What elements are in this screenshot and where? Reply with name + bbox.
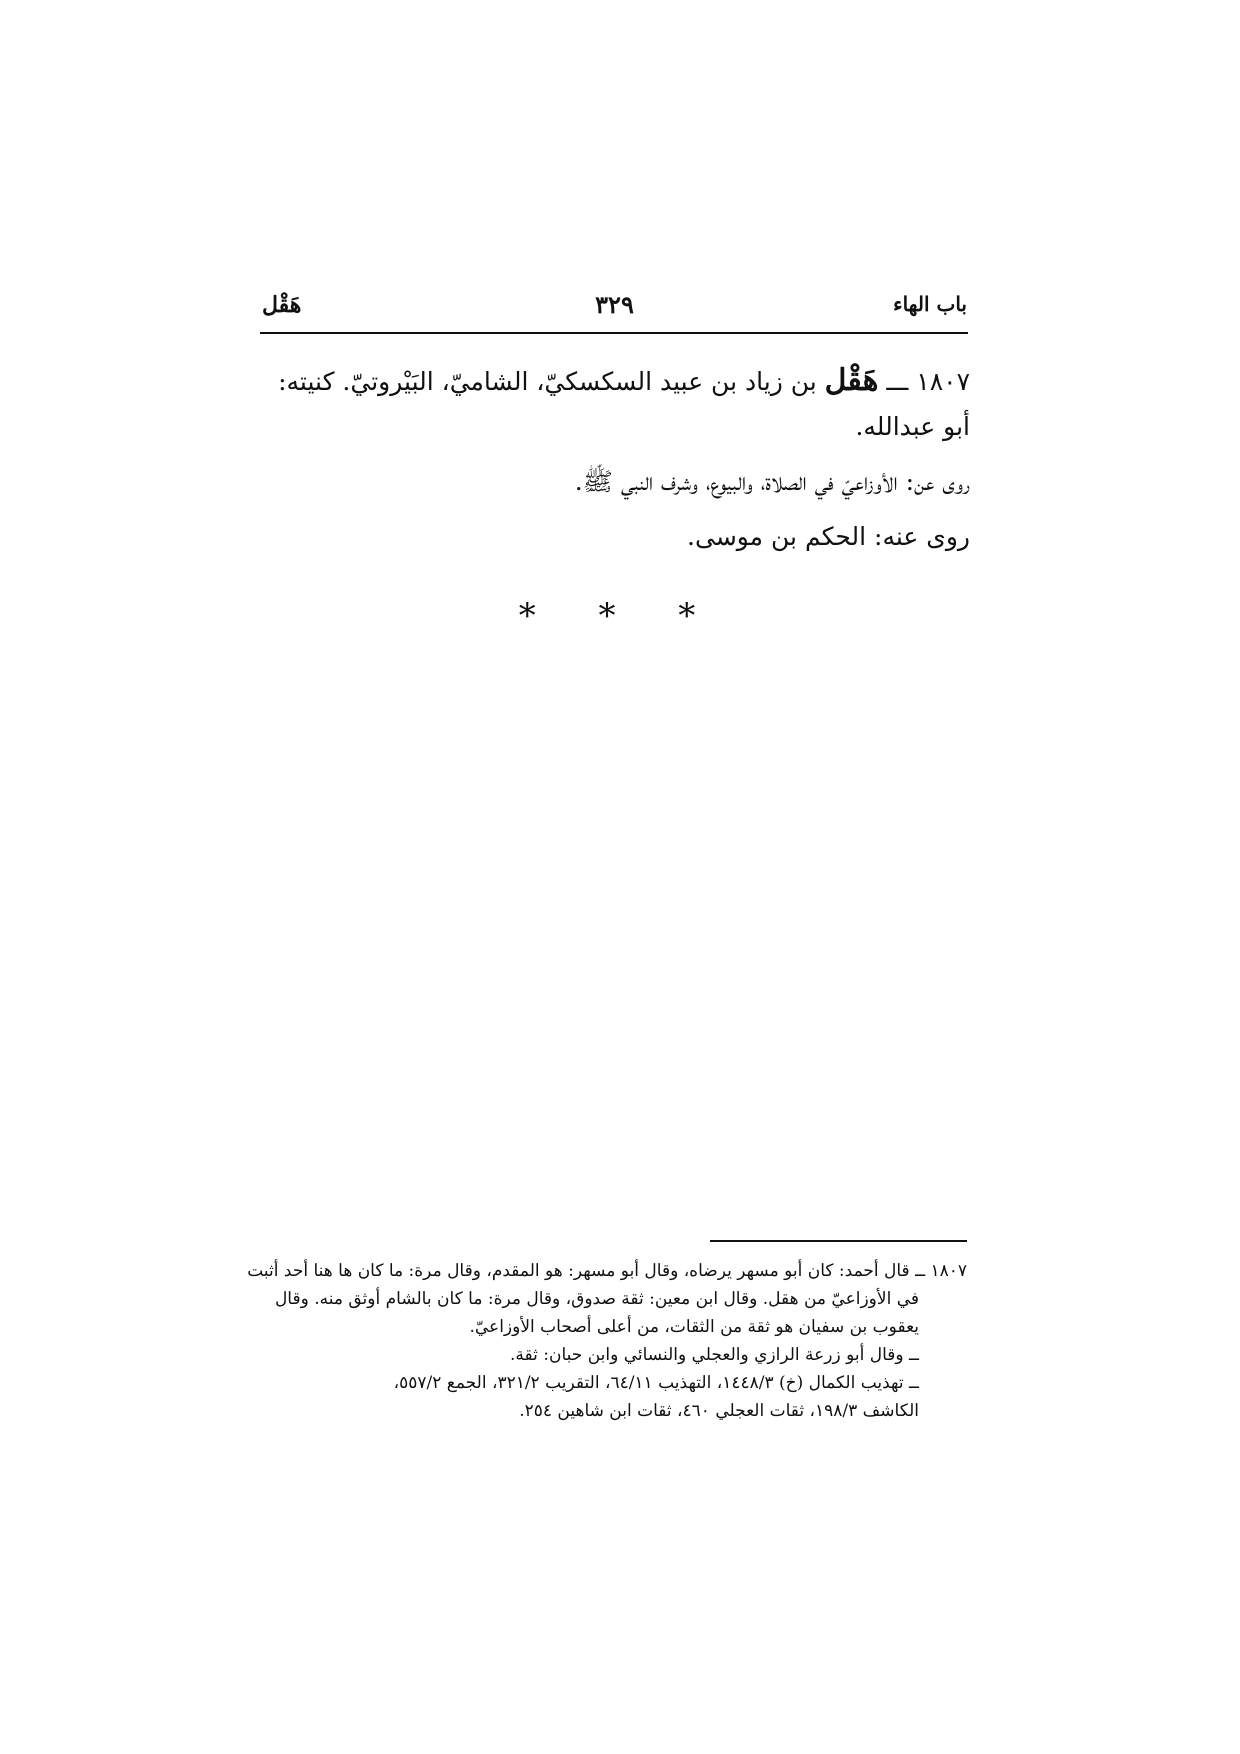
entry-line-1	[262, 358, 970, 404]
footnote-rule	[710, 1240, 967, 1242]
page-header	[262, 290, 967, 330]
entry-number: ١٨٠٧	[916, 367, 970, 396]
footnote-line: في الأوزاعيّ من هقل. وقال ابن معين: ثقة صدوق، وقال مرة: ما كان بالشام أوثق منه. وقال	[274, 1289, 919, 1309]
entry-line-2: أبو عبدالله.	[855, 412, 970, 441]
section-title: باب الهاء	[893, 292, 967, 316]
footnotes	[247, 1257, 967, 1425]
narrated-by: روى عنه: الحكم بن موسى.	[687, 522, 970, 551]
footnote-line: ١٨٠٧ ــ قال أحمد: كان أبو مسهر يرضاه، وقال أبو مسهر: هو المقدم، وقال مرة: ما كان ها هنا أحد أثبت	[247, 1261, 967, 1281]
entry-dash: ـــ	[886, 367, 909, 396]
biography-entry	[262, 358, 970, 559]
entry-name: هَقْل	[824, 363, 879, 398]
section-separator: * * *	[518, 596, 722, 636]
running-head: هَقْل	[262, 292, 302, 318]
footnote-line: يعقوب بن سفيان هو ثقة من الثقات، من أعلى أصحاب الأوزاعيّ.	[469, 1317, 919, 1337]
narrated-from: روى عن: الأوزاعيّ في الصلاة، والبيوع، وشرف النبي ﷺ.	[574, 467, 970, 496]
header-rule	[260, 332, 968, 334]
footnote-line: ــ وقال أبو زرعة الرازي والعجلي والنسائي وابن حبان: ثقة.	[510, 1345, 919, 1365]
footnote-line: الكاشف ١٩٨/٣، ثقات العجلي ٤٦٠، ثقات ابن شاهين ٢٥٤.	[519, 1401, 919, 1421]
entry-line-1-rest: بن زياد بن عبيد السكسكيّ، الشاميّ، البَيْروتيّ. كنيته:	[278, 367, 817, 396]
page-number: ٣٢٩	[595, 290, 634, 319]
spacer	[262, 449, 970, 459]
footnote-line: ــ تهذيب الكمال (خ) ١٤٤٨/٣، التهذيب ٦٤/١١، التقريب ٣٢١/٢، الجمع ٥٥٧/٢،	[393, 1373, 919, 1393]
spacer	[262, 504, 970, 514]
